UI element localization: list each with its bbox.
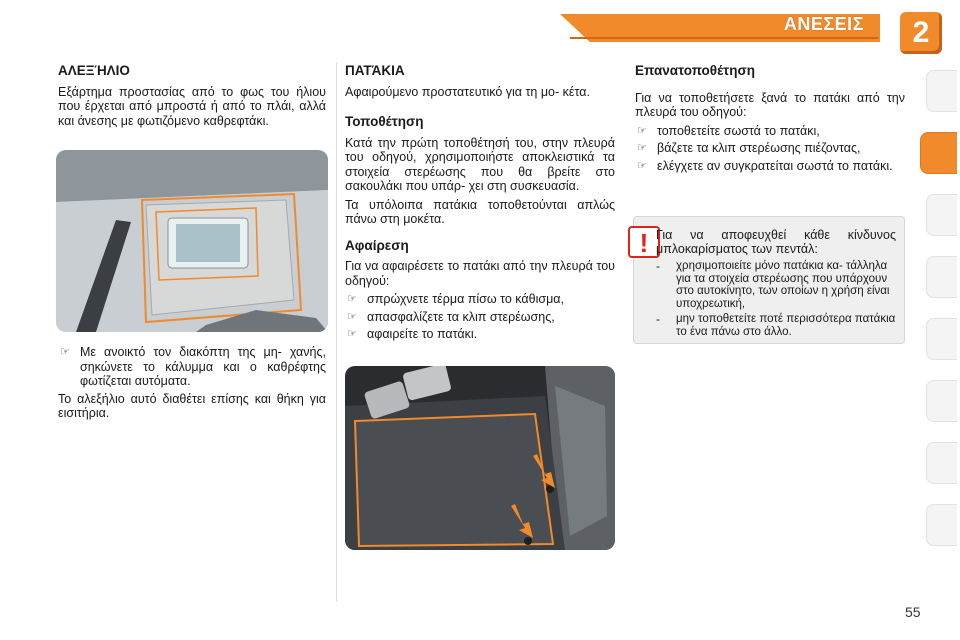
refit-step: ☞ τοποθετείτε σωστά το πατάκι,: [637, 123, 820, 138]
removal-intro: Για να αφαιρέσετε το πατάκι από την πλευρά του οδηγού:: [345, 259, 615, 288]
sunvisor-ticket-note: Το αλεξήλιο αυτό διαθέτει επίσης και θήκη για εισιτήρια.: [58, 391, 326, 420]
sunvisor-section: [58, 64, 326, 132]
chapter-tab-3[interactable]: [926, 194, 957, 236]
mats-title: ΠΑΤΆΚΙΑ: [345, 63, 405, 78]
warning-intro: Για να αποφευχθεί κάθε κίνδυνος μπλοκαρίσματος των πεντάλ:: [656, 228, 896, 256]
removal-step: ☞ αφαιρείτε το πατάκι.: [347, 327, 478, 341]
refit-intro: Για να τοποθετήσετε ξανά το πατάκι από την πλευρά του οδηγού:: [635, 90, 905, 119]
page-number: 55: [905, 604, 921, 620]
chapter-tab-5[interactable]: [926, 318, 957, 360]
chapter-title: ΑΝΕΣΕΙΣ: [783, 14, 864, 34]
pointing-hand-icon: ☞: [60, 346, 70, 358]
pointing-hand-icon: ☞: [347, 293, 357, 305]
chapter-tabs: [926, 70, 956, 575]
chapter-tab-8[interactable]: [926, 504, 957, 546]
fitting-paragraph-2: Τα υπόλοιπα πατάκια τοποθετούνται απλώς πάνω στη μοκέτα.: [345, 197, 615, 226]
warning-item: - μην τοποθετείτε ποτέ περισσότερα πατάκια το ένα πάνω στο άλλο.: [656, 312, 896, 338]
pointing-hand-icon: ☞: [347, 310, 357, 323]
fitting-title: Τοποθέτηση: [345, 114, 424, 129]
chapter-tab-4[interactable]: [926, 256, 957, 298]
refit-title: Επανατοποθέτηση: [635, 63, 755, 78]
sunvisor-title: ΑΛΕΞΉΛΙΟ: [58, 63, 130, 78]
dash-marker: -: [656, 259, 660, 273]
svg-text:!: !: [639, 228, 649, 258]
removal-step: ☞ σπρώχνετε τέρμα πίσω το κάθισμα,: [347, 292, 564, 306]
sunvisor-intro: Εξάρτημα προστασίας από το φως του ήλιου που έρχεται από μπροστά ή από το πλάι, αλλά και άνεσης με φωτιζόμενο καθρεφτάκι.: [58, 84, 326, 128]
dash-marker: -: [656, 312, 660, 326]
chapter-tab-6[interactable]: [926, 380, 957, 422]
mats-intro: Αφαιρούμενο προστατευτικό για τη μο- κέτα.: [345, 84, 590, 99]
refit-step: ☞ βάζετε τα κλιπ στερέωσης πιέζοντας,: [637, 141, 861, 155]
pointing-hand-icon: ☞: [637, 159, 647, 172]
removal-title: Αφαίρεση: [345, 237, 409, 253]
pointing-hand-icon: ☞: [347, 328, 357, 340]
warning-content: [656, 229, 896, 339]
chapter-tab-7[interactable]: [926, 442, 957, 484]
pointing-hand-icon: ☞: [637, 142, 647, 154]
sunvisor-bullet: ☞ Με ανοικτό τον διακόπτη της μη- χανής, σηκώνετε το κάλυμμα και ο καθρέφτης φωτίζεται αυτόματα.: [60, 345, 326, 388]
fitting-paragraph-1: Κατά την πρώτη τοποθέτησή του, στην πλευρά του οδηγού, χρησιμοποιήστε αποκλειστικά τα στοιχεία στερέωσης που θα βρείτε στο σακουλάκι που υπάρ- χει στη συσκευασία.: [345, 135, 615, 193]
chapter-number-badge: 2: [900, 12, 942, 54]
sunvisor-photo: [56, 150, 328, 332]
floor-mat-photo: [345, 366, 615, 550]
column-divider: [336, 62, 337, 602]
removal-step: ☞ απασφαλίζετε τα κλιπ στερέωσης,: [347, 309, 555, 324]
chapter-tab-1[interactable]: [926, 70, 957, 112]
sunvisor-notes: [58, 345, 326, 425]
mats-section: [345, 64, 615, 345]
warning-item: - χρησιμοποιείτε μόνο πατάκια κα- τάλληλα για τα στοιχεία στερέωσης που υπάρχουν στο αυτοκίνητο, των οποίων η χρήση είναι υποχρεωτική,: [656, 259, 890, 310]
warning-box: [633, 216, 905, 344]
pointing-hand-icon: ☞: [637, 124, 647, 137]
refit-section: [635, 64, 905, 176]
refit-step: ☞ ελέγχετε αν συγκρατείται σωστά το πατάκι.: [637, 158, 893, 173]
chapter-tab-2[interactable]: [920, 132, 957, 174]
